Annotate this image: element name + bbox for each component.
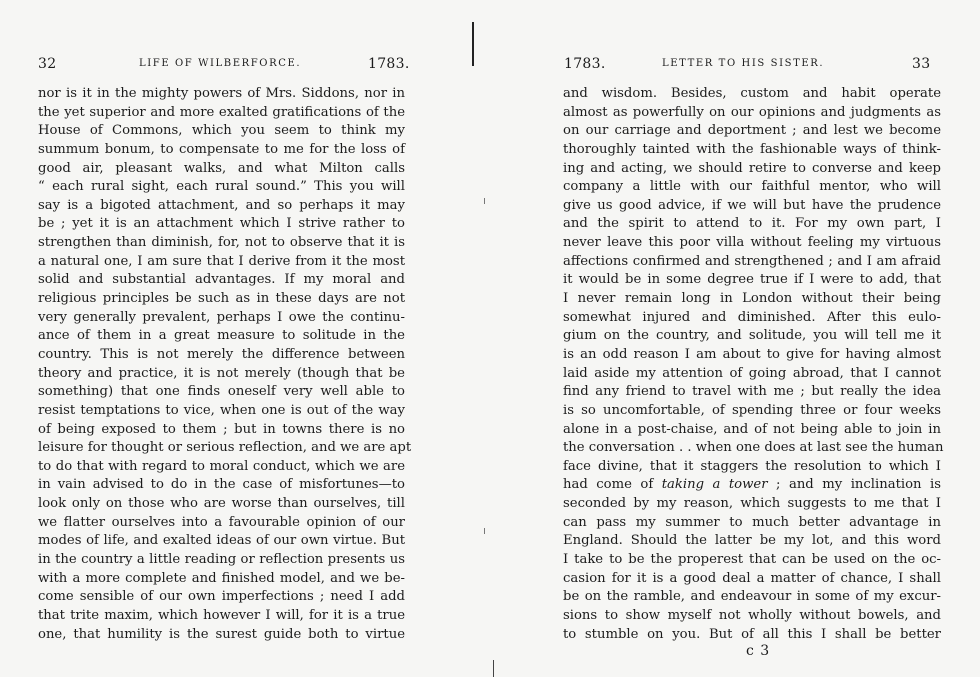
page-number: 33 [912,56,931,72]
right-page-body [563,85,944,644]
text-line: it would be in some degree true if I were to add, that [563,272,941,288]
text-line: in the country a little reading or reflection presents us [38,552,405,568]
text-line: country. This is not merely the difference between [38,346,405,362]
text-line: the yet superior and more exalted gratifications of the [38,104,405,120]
text-line: be on the ramble, and endeavour in some of my excur- [563,589,941,605]
left-page-body [38,85,412,644]
text-line: England. Should the latter be my lot, and this word [563,533,941,549]
gutter-line [472,22,474,66]
text-line: and wisdom. Besides, custom and habit operate [563,86,941,101]
text-line: of being exposed to them ; but in towns there is no [38,421,405,437]
text-line: something) that one finds oneself very well able to [38,384,405,400]
text-line: very generally prevalent, perhaps I owe the continu- [38,309,405,325]
text-line: one, that humility is the surest guide both to virtue [38,626,405,642]
text-line: the conversation . . when one does at last see the human [563,440,944,456]
text-line: ance of them in a great measure to solitude in the [38,328,405,344]
text-line: is so uncomfortable, of spending three or four weeks [563,402,941,418]
text-line: solid and substantial advantages. If my moral and [38,272,405,288]
text-line: leisure for thought or serious reflection, and we are apt [38,440,412,456]
running-title: LETTER TO HIS SISTER. [662,58,825,69]
text-line: a natural one, I am sure that I derive from it the most [38,253,405,269]
text-line: religious principles be such as in these days are not [38,291,405,307]
text-line: modes of life, and exalted ideas of our own virtue. But [38,533,405,549]
text-line: somewhat injured and diminished. After this eulo- [563,309,941,325]
text-line: had come of taking a tower ; and my inclination is [563,477,942,493]
text-line: on our carriage and deportment ; and lest we become [563,123,941,139]
text-line: ing and acting, we should retire to converse and keep [563,160,941,176]
text-line: face divine, that it staggers the resolution to which I [563,458,941,474]
text-line: thoroughly tainted with the fashionable ways of think- [563,141,941,157]
scan-speck [484,198,485,204]
text-line: strengthen than diminish, for, not to observe that it is [38,235,405,251]
text-line: alone in a post-chaise, and of not being able to join in [563,421,941,437]
text-line: be ; yet it is an attachment which I strive rather to [38,216,405,232]
running-title: LIFE OF WILBERFORCE. [139,58,302,69]
text-line: come sensible of our own imperfections ; need I add [38,589,405,605]
text-line: seconded by my reason, which suggests to me that I [563,496,941,512]
text-line: good air, pleasant walks, and what Milton calls [38,160,405,176]
text-line: laid aside my attention of going abroad, that I cannot [563,365,941,381]
left-page [0,0,470,677]
text-line: is an odd reason I am about to give for having almost [563,346,941,362]
text-line: resist temptations to vice, when one is out of the way [38,402,405,418]
text-line: I never remain long in London without their being [563,291,941,307]
text-line: almost as powerfully on our opinions and judgments as [563,104,941,120]
header-year: 1783. [368,56,410,72]
text-line: find any friend to travel with me ; but really the idea [563,384,941,400]
text-line: I take to be the properest that can be used on the oc- [563,552,941,568]
text-line: we flatter ourselves into a favourable opinion of our [38,514,405,530]
text-line: with a more complete and finished model, and we be- [38,570,405,586]
text-line: casion for it is a good deal a matter of chance, I shall [563,570,941,586]
text-line: company a little with our faithful mentor, who will [563,179,941,195]
text-line: can pass my summer to much better advantage in [563,514,941,530]
scan-speck [484,528,485,534]
text-line: nor is it in the mighty powers of Mrs. Siddons, nor in [38,86,405,101]
text-line: gium on the country, and solitude, you will tell me it [563,328,941,344]
text-line: theory and practice, it is not merely (though that be [38,365,405,381]
text-line: give us good advice, if we will but have the prudence [563,197,941,213]
text-line: to do that with regard to moral conduct, which we are [38,458,405,474]
text-line: sions to show myself not wholly without bowels, and [563,607,941,623]
text-line: House of Commons, which you seem to think my [38,123,405,139]
signature-mark: c 3 [746,643,771,659]
text-line: that trite maxim, which however I will, for it is a true [38,607,405,623]
text-line: “ each rural sight, each rural sound.” This you will [38,179,405,195]
text-line: summum bonum, to compensate to me for the loss of [38,141,405,157]
text-line: to stumble on you. But of all this I shall be better [563,626,941,642]
text-line: never leave this poor villa without feeling my virtuous [563,235,941,251]
text-line: in vain advised to do in the case of misfortunes—to [38,477,405,493]
text-line: look only on those who are worse than ourselves, till [38,496,405,512]
right-page [488,0,980,677]
text-line: affections confirmed and strengthened ; and I am afraid [563,253,941,269]
page-number: 32 [38,56,57,72]
text-line: say is a bigoted attachment, and so perhaps it may [38,197,405,213]
text-line: and the spirit to attend to it. For my own part, I [563,216,941,232]
header-year: 1783. [564,56,606,72]
